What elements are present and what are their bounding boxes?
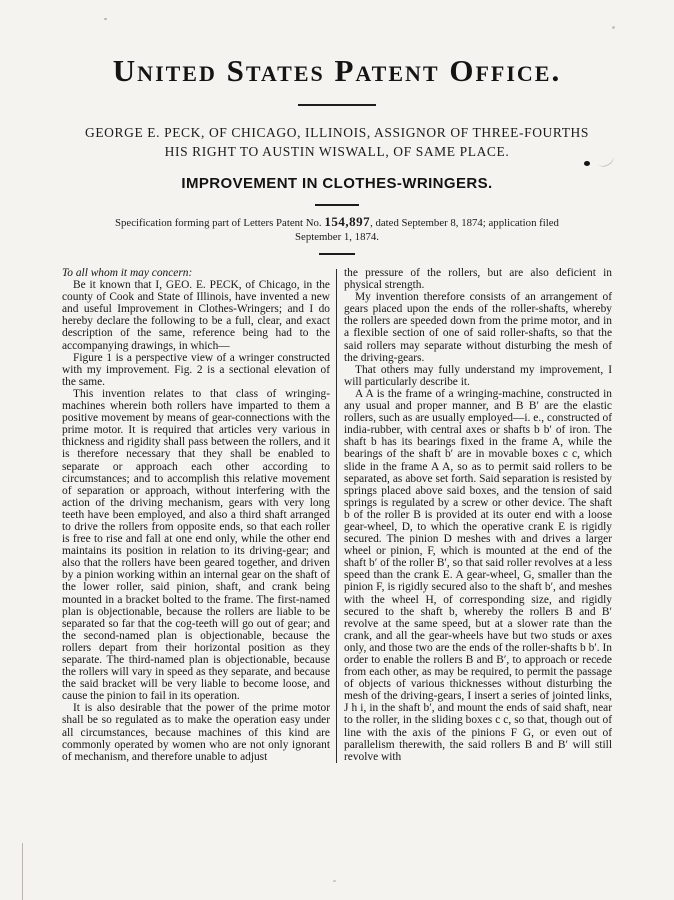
header-divider-rule [298,104,376,106]
scan-speck [612,26,615,29]
body-paragraph: It is also desirable that the power of the prime motor shall be so regulated as to make the operation easy under all circumstances, because machines of this kind are commonly operated by women who are not only ignorant of mechanism, and therefore unable to adjust [62,702,330,763]
specification-statement [0,215,674,244]
patent-number: 154,897 [324,214,371,229]
invention-title: IMPROVEMENT IN CLOTHES-WRINGERS. [181,175,493,192]
specification-divider-rule [319,253,355,255]
scan-speck [333,880,336,882]
specification-filing-date: September 1, 1874. [295,231,379,243]
scan-speck [104,18,107,20]
column-divider-rule [336,269,337,763]
body-paragraph: That others may fully understand my improvement, I will particularly describe it. [344,363,612,388]
scan-speck [584,161,590,166]
right-column [344,267,612,763]
body-paragraph-continuation: the pressure of the rollers, but are also deficient in physical strength. [344,267,612,292]
body-paragraph: Be it known that I, GEO. E. PECK, of Chicago, in the county of Cook and State of Illinois, have invented a new and useful Improvement in Clothes-Wringers; and I do hereby declare the following to be a full, clear, and exact description of the same, reference being had to the accompanying drawings, in which— [62,279,330,352]
body-paragraph: My invention therefore consists of an arrangement of gears placed upon the ends of the roller-shafts, whereby the rollers are speeded down from the prime motor, and in a flexible section of one of said roller-shafts, so that the said rollers may separate without disturbing the mesh of the driving-gears. [344,291,612,364]
body-paragraph: Figure 1 is a perspective view of a wringer constructed with my improvement. Fig. 2 is a sectional elevation of the same. [62,351,330,388]
title-divider-rule [315,204,359,206]
office-title: United States Patent Office. [112,53,562,88]
left-column [62,267,330,763]
body-text [0,267,674,763]
assignor-line-1: GEORGE E. PECK, OF CHICAGO, ILLINOIS, ASSIGNOR OF THREE-FOURTHS [84,125,590,140]
scan-edge-artifact [22,843,23,900]
assignor-statement [0,123,674,161]
body-paragraph: A A is the frame of a wringing-machine, constructed in any usual and proper manner, and B B′ are the elastic rollers, such as are usually employed—i. e., constructed of india-rubber, with central axes or shafts b b′ of iron. The shaft b has its bearings fixed in the frame A, while the bearings of the shaft b′ are in movable boxes c c, which slide in the frame A A, so as to permit said rollers to be separated, as above set forth. Said separation is resisted by springs placed above said boxes, and the tension of said springs is regulated by a screw or other device. The shaft b of the roller B is provided at its outer end with a loose gear-wheel, D, to which the operative crank E is rigidly secured. The pinion D meshes with and drives a larger wheel or pinion, F, which is mounted at the end of the shaft b′ of the roller B′, so that said roller revolves at a less speed than the crank E. A gear-wheel, G, smaller than the pinion F, is rigidly secured also to the shaft b′, and meshes with the wheel H, of corresponding size, and rigidly secured to the shaft b, whereby the rollers B and B′ revolve at the same speed, but at a slower rate than the crank, and all the gear-wheels have but two studs or axes only, and those two are the ends of the roller-shafts b b′. In order to enable the rollers B and B′, to approach or recede from each other, as may be required, to permit the passage of objects of various thicknesses without disturbing the mesh of the driving-gears, I insert a series of jointed links, J h i, in the shaft b′, and mount the ends of said shaft, near to the roller, in the sliding boxes c c, so that, though out of line with the axis of the pinions F G, or even out of parallelism therewith, the said rollers B and B′ will still revolve with [344,387,612,763]
specification-suffix: , dated September 8, 1874; application filed [370,217,559,229]
salutation-paragraph: To all whom it may concern: [62,267,193,279]
body-paragraph: This invention relates to that class of wringing-machines wherein both rollers have imparted to them a positive movement by means of gear-connections with the prime motor. It is required that articles very various in thickness and rigidity shall pass between the rollers, and it is therefore necessary that they shall be enabled to separate or approach each other according to circumstances; and to accomplish this relative movement of separation or approach, without interfering with the action of the driving mechanism, gears with very long teeth have been employed, and also a third shaft arranged to drive the rollers from opposite ends, so that each roller is free to rise and fall at one end only, while the other end maintains its position in relation to its driving-gear; and also that the rollers have been geared together, and driven by a pinion working within an internal gear on the shaft of the lower roller, said pinion, shaft, and crank being mounted in a bracket bolted to the frame. The first-named plan is objectionable, because the rollers are liable to be separated so far that the cog-teeth will go out of gear; and the second-named plan is objectionable, because the rollers depart from their horizontal position as they separate. The third-named plan is objectionable, because the rollers will vary in speed as they separate, and because the said bracket will be very liable to become loose, and cause the pinion to fail in its operation. [62,387,330,703]
assignor-line-2: HIS RIGHT TO AUSTIN WISWALL, OF SAME PLACE. [164,144,510,159]
specification-prefix: Specification forming part of Letters Patent No. [115,217,325,229]
